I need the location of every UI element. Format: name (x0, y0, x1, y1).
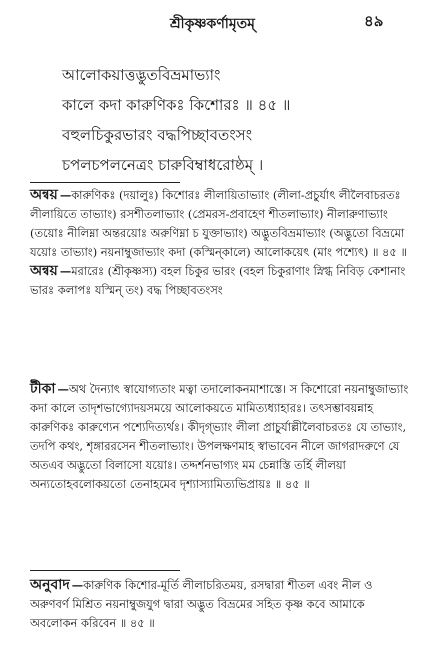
anvaya-label: অন্বয় (30, 263, 58, 279)
anvaya-paragraph (30, 262, 414, 300)
tika-paragraph (30, 380, 414, 494)
anuvada-section (30, 576, 414, 633)
tika-text: অথ দৈন্যাৎ স্বাযোগ্যতাং মত্বা তদালোকনমাশাস্তে। স কিশোরো নয়নাম্বুজাভ্যাং কদা কালে তাদৃশভাগ্যোদয়সময়ে আলোকয়তে মামিত্যধ্যাহারঃ। তৎসম্ভাবয়ন্নাহ কারুণিকঃ কারুণ্যেন পশ্যেদিত্যর্থঃ। কীদৃগ্‌ভ্যাং লীলা প্রাচুর্যাল্লীলৈবাচরতঃ যে তাভ্যাং, তদপি কথং, শৃঙ্গাররসেন শীতলাভ্যাং। উপলক্ষণমাহ স্বাভাবেন নীলে জাগরাদরুণে যে অতএব অদ্ভুতো বিলাসো যয়োঃ। তদ্দর্শনভাগ্যং মম চেন্নাস্তি তর্হি লীলয়া অন্যতোহবলোকয়তো তেনাহমেব দৃশ্যাস্যামিত্যভিপ্রায়ঃ ॥ ৪৫ ॥ (30, 382, 409, 491)
page-header (0, 0, 427, 42)
tika-label: টীকা (30, 381, 56, 397)
tika-section (30, 380, 414, 494)
page-number: ৪৯ (364, 12, 384, 30)
anvaya-paragraph (30, 186, 414, 262)
anuvada-text: কারুণিক কিশোর-মূর্তি লীলাচরিতময়, রসদ্বারা শীতল এবং নীল ও অরুণবর্ণ মিশ্রিত নয়নাম্বুজযুগ দ্বারা অদ্ভুত বিভ্রমের সহিত কৃষ্ণ কবে আমাকে অবলোকন করিবেন ॥ ৪৫ ॥ (30, 578, 373, 630)
anvaya-text: কারুণিকঃ (দয়ালুঃ) কিশোরঃ লীলায়িতাভ্যাং (লীলা-প্রচুর্যাৎ লীলৈবাচরতঃ লীলায়িতে তাভ্যাং) রসশীতলাভ্যাং (প্রেমরস-প্রবাহেণ শীতলাভ্যাং) নীলারুণাভ্যাং (তয়োঃ নীলিম্না অন্তরয়োঃ অরুণিম্না চ যুক্তাভ্যাং) অদ্ভুতবিভ্রমাভ্যাং (অদ্ভুতো বিভ্রমো যয়োঃ তাভ্যাং) নয়নাম্বুজাভ্যাং কদা (কস্মিন্‌কালে) আলোকয়েৎ (মাং পশ্যেৎ) ॥ ৪৫ ॥ (30, 188, 407, 259)
anuvada-paragraph (30, 576, 414, 633)
section-divider (30, 570, 180, 571)
anvaya-label: অন্বয় (30, 187, 58, 203)
label-dash: — (71, 578, 84, 592)
sanskrit-verse (62, 60, 412, 180)
label-dash: — (59, 264, 72, 278)
anvaya-section (30, 186, 414, 300)
section-divider (30, 182, 180, 183)
verse-line: চপলচপলনেত্রং চারুবিম্বাধরোষ্ঠম্‌ । (62, 156, 264, 174)
label-dash: — (57, 382, 69, 396)
running-title: শ্রীকৃষ্ণকর্ণামৃতম্‌ (170, 16, 255, 32)
verse-line: কালে কদা কারুণিকঃ কিশোরঃ ॥ ৪৫ ॥ (62, 96, 291, 114)
label-dash: — (59, 188, 72, 202)
verse-line: বহুলচিকুরভারং বদ্ধপিচ্ছাবতংসং (62, 126, 253, 144)
anvaya-text: মরারেঃ (শ্রীকৃষ্ণস্য) বহল চিকুর ভারং (বহল চিকুরাণাং স্নিগ্ধ নিবিড় কেশানাং ভারঃ কলাপঃ যস্মিন্‌ তং) বদ্ধ পিচ্ছাবতংসং (30, 264, 406, 297)
anuvada-label: অনুবাদ (30, 577, 70, 593)
verse-line: আলোকয়াত্তদ্ভুতবিভ্রমাভ্যাং (62, 66, 221, 84)
